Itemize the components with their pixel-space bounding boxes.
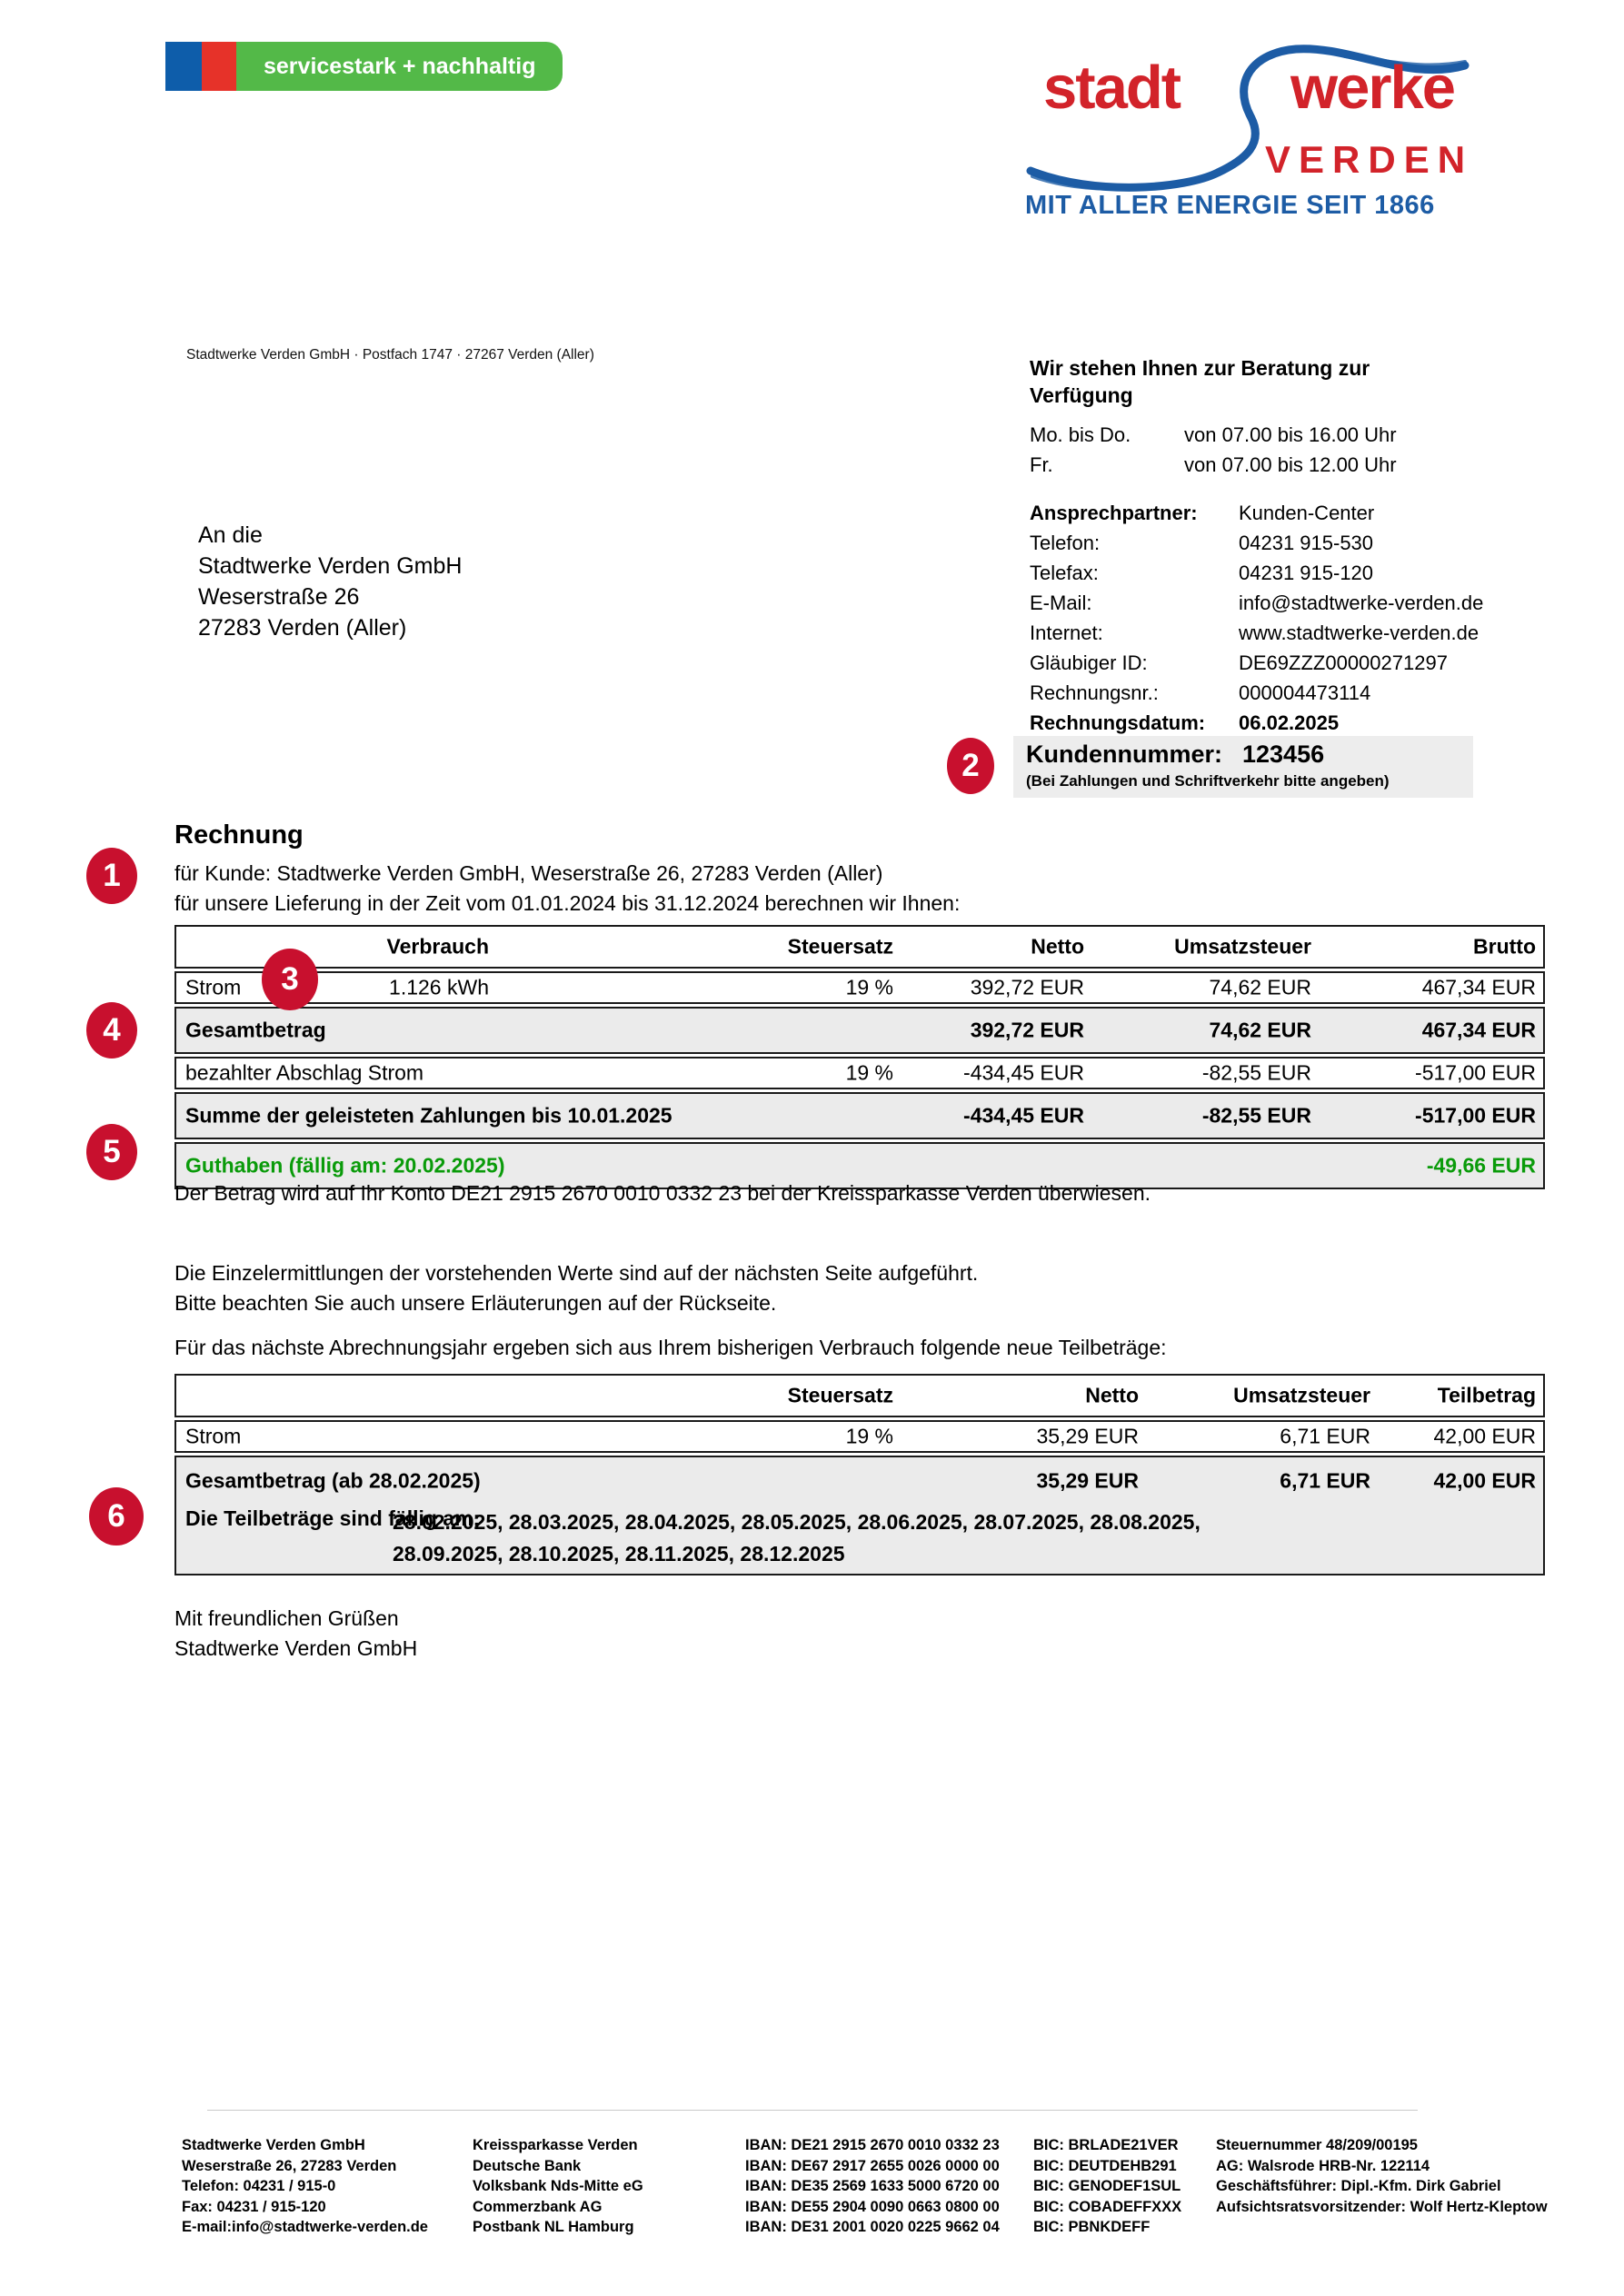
- budget-table: [174, 1374, 1545, 1575]
- footer-legal-col: Steuernummer 48/209/00195 AG: Walsrode HRB-Nr. 122114 Geschäftsführer: Dipl.-Kfm. Dirk Gabriel Aufsichtsratsvorsitzender: Wolf Hertz-Kleptow: [1216, 2137, 1548, 2215]
- footer-divider: [207, 2110, 1418, 2111]
- company-logo: [1018, 35, 1472, 234]
- due-dates-list: 28.02.2025, 28.03.2025, 28.04.2025, 28.05.2025, 28.06.2025, 28.07.2025, 28.08.2025, 28.09.2025, 28.10.2025, 28.11.2025, 28.12.2025: [393, 1510, 1201, 1565]
- footer-iban-col: IBAN: DE21 2915 2670 0010 0332 23 IBAN: DE67 2917 2655 0026 0000 00 IBAN: DE35 2569 1633 5000 6720 00 IBAN: DE55 2904 0090 0663 0800 00 IBAN: DE31 2001 0020 0225 9662 04: [745, 2137, 1000, 2235]
- invoice-table: [174, 925, 1545, 1189]
- logo-city: VERDEN: [1265, 138, 1474, 181]
- closing-company: Stadtwerke Verden GmbH: [174, 1636, 418, 1660]
- table-row-gesamtbetrag: Gesamtbetrag 392,72 EUR 74,62 EUR 467,34 EUR: [174, 1007, 1545, 1054]
- recipient-line: 27283 Verden (Aller): [198, 615, 407, 641]
- note-back-page: Bitte beachten Sie auch unsere Erläuterungen auf der Rückseite.: [174, 1291, 777, 1315]
- customer-number-note: (Bei Zahlungen und Schriftverkehr bitte angeben): [1026, 772, 1390, 790]
- customer-number-label: Kundennummer:: [1026, 740, 1222, 768]
- callout-badge-6: 6: [89, 1487, 144, 1546]
- contact-row: Rechnungsnr.: 000004473114: [1030, 681, 1371, 704]
- invoice-heading: Rechnung: [174, 820, 304, 850]
- closing-greeting: Mit freundlichen Grüßen: [174, 1606, 399, 1630]
- recipient-address: [198, 520, 462, 643]
- flag-blue-block: [165, 42, 202, 91]
- service-title: Wir stehen Ihnen zur Beratung zur Verfügung: [1030, 356, 1370, 407]
- contact-row: E-Mail: info@stadtwerke-verden.de: [1030, 591, 1484, 614]
- contact-list: [1030, 498, 1520, 738]
- budget-row-strom: Strom 19 % 35,29 EUR 6,71 EUR 42,00 EUR: [174, 1420, 1545, 1453]
- callout-badge-1: 1: [86, 848, 137, 904]
- table-row-summe-zahlungen: Summe der geleisteten Zahlungen bis 10.01.2025 -434,45 EUR -82,55 EUR -517,00 EUR: [174, 1092, 1545, 1139]
- callout-badge-2: 2: [947, 738, 994, 794]
- contact-row: Ansprechpartner: Kunden-Center: [1030, 502, 1375, 524]
- contact-row-invoice-date: Rechnungsdatum: 06.02.2025: [1030, 711, 1340, 734]
- service-block: [1030, 354, 1520, 738]
- invoice-intro-2: für unsere Lieferung in der Zeit vom 01.01.2024 bis 31.12.2024 berechnen wir Ihnen:: [174, 891, 961, 915]
- recipient-line: An die: [198, 522, 263, 548]
- service-hours: [1030, 420, 1520, 480]
- hours-row: Mo. bis Do. von 07.00 bis 16.00 Uhr: [1030, 423, 1397, 446]
- invoice-intro-1: für Kunde: Stadtwerke Verden GmbH, Weserstraße 26, 27283 Verden (Aller): [174, 861, 883, 885]
- logo-word-werke: werke: [1290, 54, 1454, 122]
- contact-row: Telefax: 04231 915-120: [1030, 562, 1374, 584]
- footer-banks-col: Kreissparkasse Verden Deutsche Bank Volksbank Nds-Mitte eG Commerzbank AG Postbank NL Hamburg: [473, 2137, 643, 2235]
- footer-bic-col: BIC: BRLADE21VER BIC: DEUTDEHB291 BIC: GENODEF1SUL BIC: COBADEFFXXX BIC: PBNKDEFF: [1033, 2137, 1182, 2235]
- callout-badge-5: 5: [86, 1124, 137, 1180]
- invoice-table-header: Verbrauch Steuersatz Netto Umsatzsteuer Brutto: [174, 925, 1545, 969]
- slogan-banner: [165, 42, 563, 91]
- budget-table-header: Steuersatz Netto Umsatzsteuer Teilbetrag: [174, 1374, 1545, 1417]
- note-details: Die Einzelermittlungen der vorstehenden Werte sind auf der nächsten Seite aufgeführt.: [174, 1261, 979, 1285]
- callout-badge-4: 4: [86, 1002, 137, 1059]
- budget-row-total: Gesamtbetrag (ab 28.02.2025) 35,29 EUR 6,71 EUR 42,00 EUR: [185, 1468, 1536, 1493]
- table-row-abschlag: bezahlter Abschlag Strom 19 % -434,45 EUR -82,55 EUR -517,00 EUR: [174, 1057, 1545, 1089]
- logo-word-stadt: stadt: [1043, 54, 1181, 122]
- flag-red-block: [202, 42, 236, 91]
- customer-number-value: 123456: [1242, 740, 1325, 768]
- budget-total-block: [174, 1456, 1545, 1575]
- transfer-note: Der Betrag wird auf Ihr Konto DE21 2915 2670 0010 0332 23 bei der Kreissparkasse Verden überwiesen.: [174, 1181, 1151, 1205]
- table-row-guthaben: Guthaben (fällig am: 20.02.2025) -49,66 EUR: [174, 1142, 1545, 1189]
- footer-company-col: Stadtwerke Verden GmbH Weserstraße 26, 27283 Verden Telefon: 04231 / 915-0 Fax: 04231 / 915-120 E-mail:info@stadtwerke-verden.de: [182, 2137, 428, 2235]
- logo-tagline: MIT ALLER ENERGIE SEIT 1866: [1025, 191, 1435, 220]
- note-next-year: Für das nächste Abrechnungsjahr ergeben sich aus Ihrem bisherigen Verbrauch folgende neue Teilbeträge:: [174, 1336, 1167, 1359]
- contact-row: Internet: www.stadtwerke-verden.de: [1030, 621, 1480, 644]
- table-row-strom: Strom 1.126 kWh 19 % 392,72 EUR 74,62 EUR 467,34 EUR: [174, 971, 1545, 1004]
- recipient-line: Stadtwerke Verden GmbH: [198, 553, 463, 579]
- recipient-line: Weserstraße 26: [198, 584, 360, 610]
- sender-line: Stadtwerke Verden GmbH · Postfach 1747 · 27267 Verden (Aller): [186, 347, 594, 363]
- customer-number-box: [1013, 736, 1473, 798]
- callout-badge-3: 3: [262, 949, 318, 1010]
- contact-row: Gläubiger ID: DE69ZZZ00000271297: [1030, 651, 1448, 674]
- due-dates-label: Die Teilbeträge sind fällig am:: [185, 1506, 481, 1530]
- contact-row: Telefon: 04231 915-530: [1030, 532, 1374, 554]
- hours-row: Fr. von 07.00 bis 12.00 Uhr: [1030, 453, 1397, 476]
- slogan-text: servicestark + nachhaltig: [236, 42, 563, 91]
